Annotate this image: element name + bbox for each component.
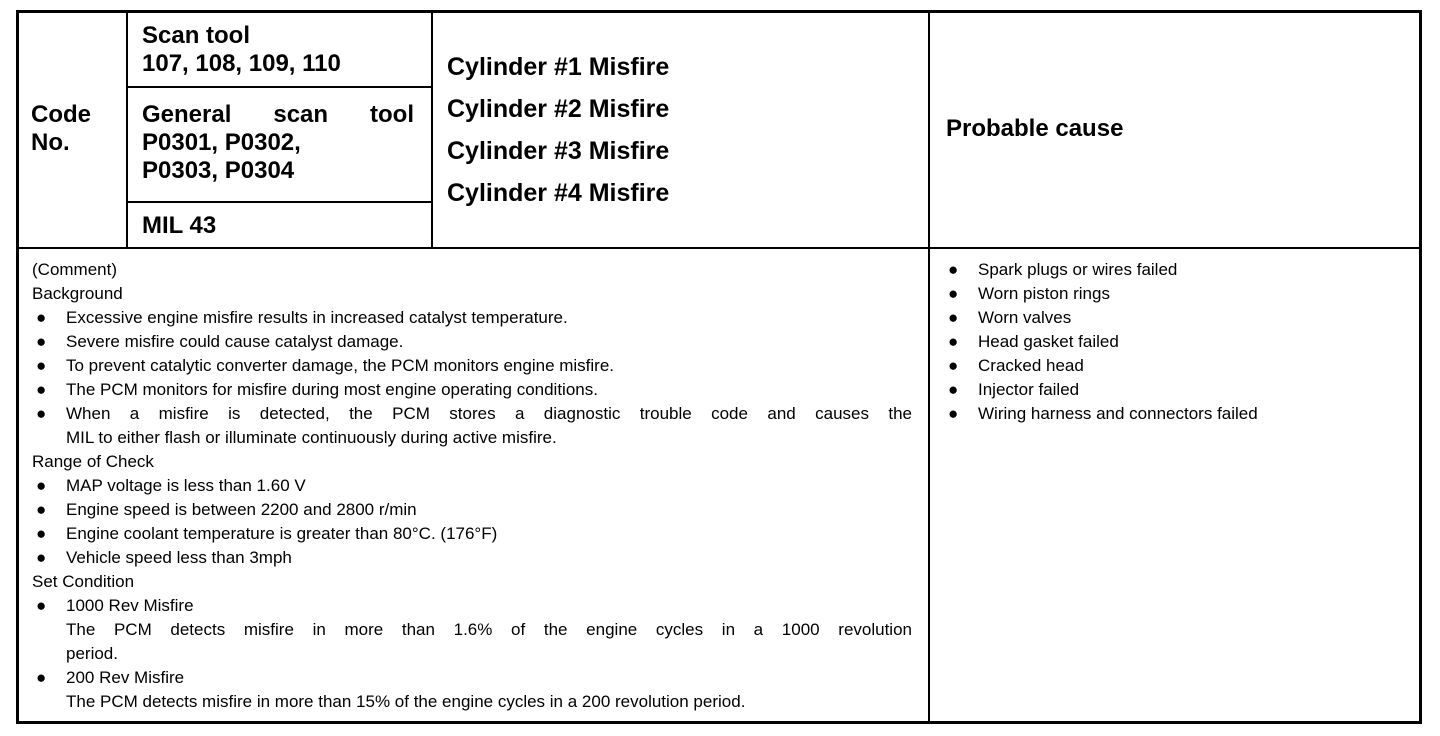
range-item: ● Vehicle speed less than 3mph: [32, 546, 912, 570]
bullet-icon: ●: [36, 668, 47, 687]
scan-tool-codes: 107, 108, 109, 110: [142, 50, 341, 77]
bullet-icon: ●: [36, 548, 47, 567]
set-condition-detail: The PCM detects misfire in more than 15% of the engine cycles in a 200 revolution period.: [66, 692, 746, 711]
range-item: ● Engine speed is between 2200 and 2800 r/min: [32, 498, 912, 522]
bullet-icon: ●: [36, 308, 47, 327]
misfire-cylinder-3: Cylinder #3 Misfire: [447, 137, 670, 165]
general-scan-tool-codes-2: P0303, P0304: [142, 157, 295, 184]
bullet-icon: ●: [36, 476, 47, 495]
comment-heading: (Comment): [32, 260, 118, 279]
range-item: ● MAP voltage is less than 1.60 V: [32, 474, 912, 498]
bullet-icon: ●: [948, 308, 959, 327]
background-item-continuation: MIL to either flash or illuminate continuously during active misfire.: [66, 428, 557, 447]
set-condition-title: Set Condition: [32, 572, 135, 591]
probable-cause-label: Probable cause: [946, 115, 1124, 142]
cause-item: ● Injector failed: [944, 378, 1258, 402]
divider-tool-column: [431, 10, 433, 248]
range-item: ● Engine coolant temperature is greater than 80°C. (176°F): [32, 522, 912, 546]
bullet-icon: ●: [36, 356, 47, 375]
bullet-icon: ●: [948, 380, 959, 399]
bullet-icon: ●: [948, 356, 959, 375]
cause-item: ● Wiring harness and connectors failed: [944, 402, 1258, 426]
scan-tool-title: Scan tool: [142, 22, 251, 49]
code-label-line-2: No.: [31, 129, 70, 156]
divider-scan-tool-row: [126, 86, 432, 88]
set-condition-detail: The PCM detects misfire in more than 1.6% of the engine cycles in a 1000 revolution: [66, 620, 912, 639]
cause-item: ● Head gasket failed: [944, 330, 1258, 354]
divider-general-tool-row: [126, 201, 432, 203]
cause-item: ● Worn valves: [944, 306, 1258, 330]
set-condition-detail: period.: [66, 644, 118, 663]
probable-causes-list: [944, 258, 1258, 426]
background-item: ● To prevent catalytic converter damage, the PCM monitors engine misfire.: [32, 354, 912, 378]
general-scan-tool-title: General scan tool: [142, 101, 414, 128]
bullet-icon: ●: [36, 332, 47, 351]
misfire-list: [447, 46, 669, 214]
bullet-icon: ●: [948, 332, 959, 351]
misfire-cylinder-1: Cylinder #1 Misfire: [447, 53, 670, 81]
code-no-label: [31, 101, 91, 157]
background-item: ● When a misfire is detected, the PCM stores a diagnostic trouble code and causes the: [32, 402, 912, 426]
range-title: Range of Check: [32, 452, 154, 471]
bullet-icon: ●: [36, 500, 47, 519]
misfire-cylinder-4: Cylinder #4 Misfire: [447, 179, 670, 207]
cause-item: ● Spark plugs or wires failed: [944, 258, 1258, 282]
bullet-icon: ●: [948, 260, 959, 279]
bullet-icon: ●: [948, 284, 959, 303]
misfire-cylinder-2: Cylinder #2 Misfire: [447, 95, 670, 123]
set-condition-item: ● 1000 Rev Misfire: [32, 594, 912, 618]
divider-code-column: [126, 10, 128, 248]
bullet-icon: ●: [36, 404, 47, 423]
cause-item: ● Worn piston rings: [944, 282, 1258, 306]
mil-code: MIL 43: [142, 212, 217, 239]
background-item: ● Excessive engine misfire results in increased catalyst temperature.: [32, 306, 912, 330]
bullet-icon: ●: [36, 380, 47, 399]
bullet-icon: ●: [36, 524, 47, 543]
background-item: ● Severe misfire could cause catalyst damage.: [32, 330, 912, 354]
comment-section: [32, 258, 912, 714]
cause-item: ● Cracked head: [944, 354, 1258, 378]
code-label-line-1: Code: [31, 101, 91, 128]
divider-header-body: [16, 247, 1422, 249]
bullet-icon: ●: [948, 404, 959, 423]
background-item: ● The PCM monitors for misfire during most engine operating conditions.: [32, 378, 912, 402]
divider-cause-column: [928, 10, 930, 724]
scan-tool-cell: [142, 22, 341, 78]
general-scan-tool-codes-1: P0301, P0302,: [142, 129, 301, 156]
general-scan-tool-cell: [142, 101, 414, 185]
set-condition-item: ● 200 Rev Misfire: [32, 666, 912, 690]
background-title: Background: [32, 284, 123, 303]
bullet-icon: ●: [36, 596, 47, 615]
